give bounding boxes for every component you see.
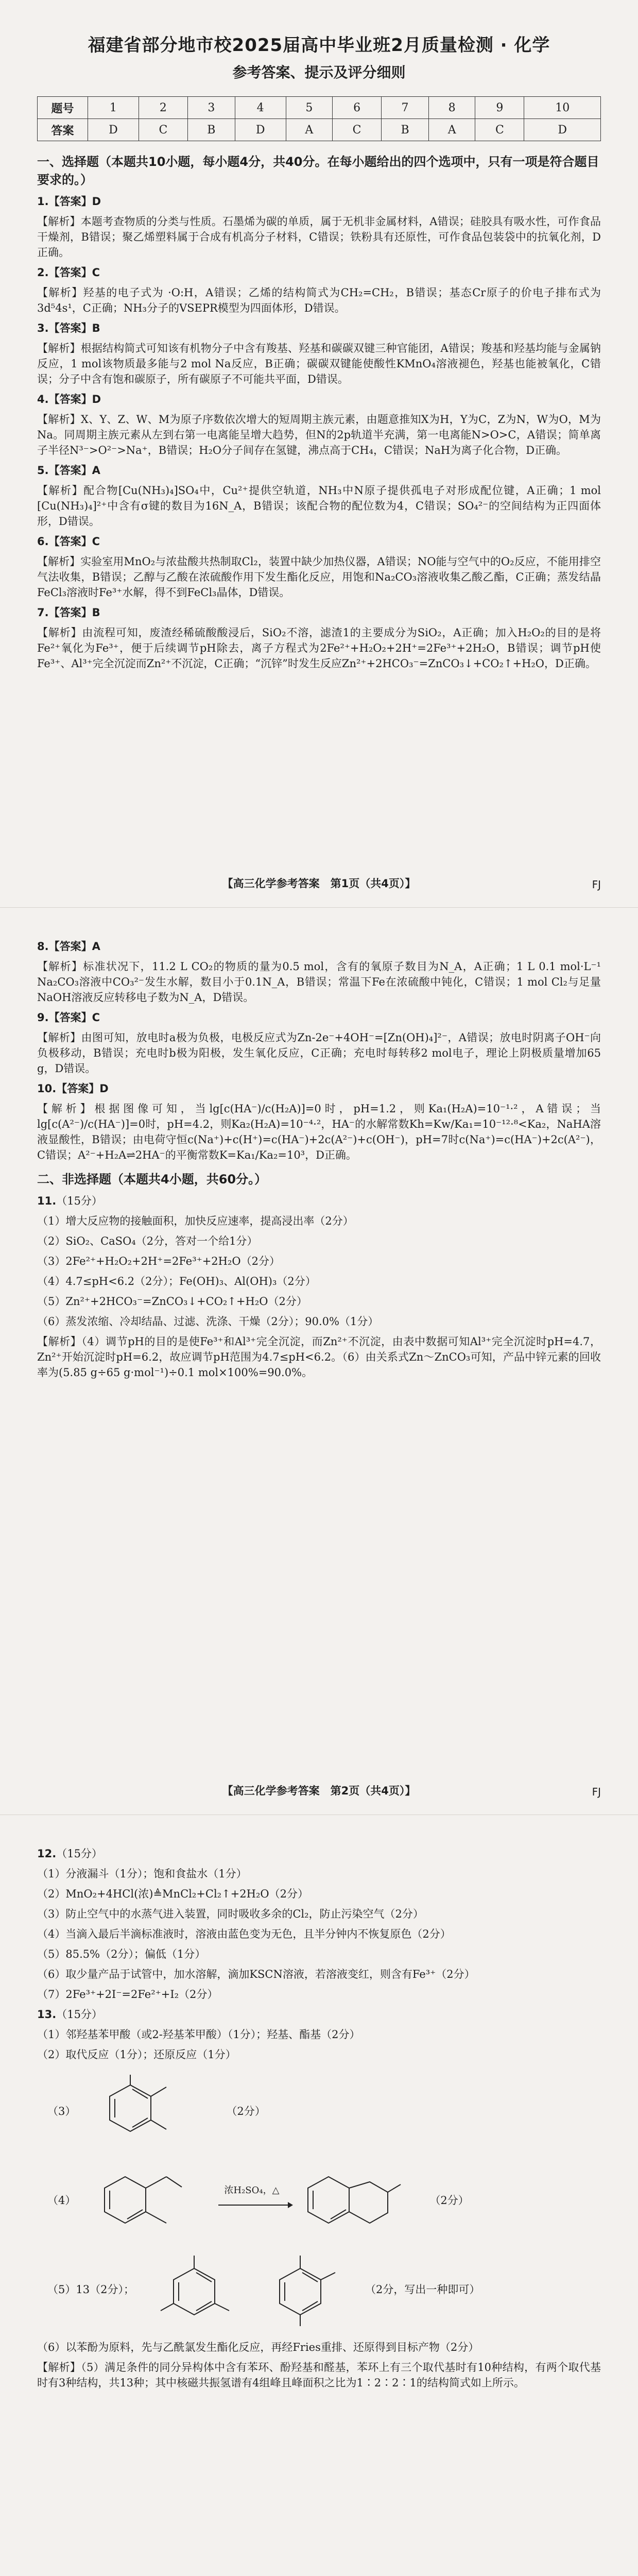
- page-2: [0, 907, 638, 1815]
- score-mark: （2分）: [226, 2105, 266, 2117]
- answer-part: （3）防止空气中的水蒸气进入装置，同时吸收多余的Cl₂，防止污染空气（2分）: [37, 1908, 424, 1920]
- answer-part: （4）当滴入最后半滴标准液时，溶液由蓝色变为无色，且半分钟内不恢复原色（2分）: [37, 1928, 451, 1940]
- answer-part: （1）邻羟基苯甲酸（或2-羟基苯甲酸）（1分）；羟基、酯基（2分）: [37, 2028, 360, 2041]
- table-cell: C: [333, 119, 382, 141]
- question-number: 2.: [37, 266, 49, 279]
- explanation: 【解析】根据图像可知，当lg[c(HA⁻)/c(H₂A)]=0时，pH=1.2，则Ka₁(H₂A)=10⁻¹·²，A错误；当lg[c(A²⁻)/c(HA⁻)]=0时，pH=4.2，则Ka₂(H₂A)=10⁻⁴·²，HA⁻的水解常数Kh=Kw/Ka₁=10⁻¹²·⁸<Ka₂，NaHA溶液显酸性，B错误；由电荷守恒c(Na⁺)+c(H⁺)=c(HA⁻)+2c(A²⁻)+c(OH⁻)，pH=7时c(Na⁺)=c(HA⁻)+2c(A²⁻)，C错误；A²⁻+H₂A⇌2HA⁻的平衡常数K=Ka₁/Ka₂=10³，D正确。: [37, 1103, 601, 1161]
- answer-part: （2）MnO₂+4HCl(浓)≜MnCl₂+Cl₂↑+2H₂O（2分）: [37, 1888, 308, 1900]
- document-title: 福建省部分地市校2025届高中毕业班2月质量检测 · 化学: [88, 35, 550, 56]
- page-1: [0, 0, 638, 907]
- explanation: 【解析】由图可知，放电时a极为负极，电极反应式为Zn-2e⁻+4OH⁻=[Zn(OH)₄]²⁻，A错误；放电时阴离子OH⁻向负极移动，B错误；充电时b极为阳极，发生氧化反应，C正确；充电时每转移2 mol电子，理论上阴极质量增加65 g，D错误。: [37, 1031, 601, 1075]
- question-score: （15分）: [56, 1848, 102, 1860]
- table-cell: B: [187, 119, 235, 141]
- question-number: 10.: [37, 1082, 57, 1095]
- question-8: [37, 939, 601, 954]
- answer-part: （1）分液漏斗（1分）；饱和食盐水（1分）: [37, 1868, 247, 1880]
- answer-label: 【答案】C: [48, 1011, 100, 1024]
- answer-label: 【答案】D: [48, 393, 101, 405]
- page-footer: 【高三化学参考答案 第2页（共4页）】: [222, 1785, 416, 1797]
- table-cell: D: [524, 119, 601, 141]
- section-1-heading: 一、选择题（本题共10小题，每小题4分，共40分。在每小题给出的四个选项中，只有一项是符合题目要求的。）: [37, 155, 599, 187]
- question-13: [37, 2007, 601, 2022]
- benzene-structure-icon: [94, 2070, 208, 2152]
- row-label-question: 题号: [38, 97, 88, 119]
- footer-code: FJ: [592, 1786, 601, 1798]
- isomer-structure-icon: [259, 2248, 347, 2330]
- reagent-label: 浓H₂SO₄，△: [224, 2185, 280, 2196]
- table-cell: 2: [139, 97, 187, 119]
- explanation: 【解析】（4）调节pH的目的是使Fe³⁺和Al³⁺完全沉淀，而Zn²⁺不沉淀，由表中数据可知Al³⁺完全沉淀时pH=4.7，Zn²⁺开始沉淀时pH=6.2，故应调节pH范围为4.7≤pH<6.2。（6）由关系式Zn～ZnCO₃可知，产品中锌元素的回收率为(5.85 g÷65 g·mol⁻¹)÷0.1 mol×100%=90.0%。: [37, 1335, 601, 1379]
- score-mark: （2分）: [429, 2194, 469, 2207]
- question-9: [37, 1010, 601, 1025]
- question-number: 8.: [37, 940, 49, 953]
- question-number: 3.: [37, 322, 49, 334]
- table-cell: D: [235, 119, 286, 141]
- answer-label: 【答案】C: [48, 266, 100, 279]
- answer-part: （6）以苯酚为原料，先与乙酰氯发生酯化反应，再经Fries重排、还原得到目标产物（2分）: [37, 2341, 479, 2353]
- section-2-heading: 二、非选择题（本题共4小题，共60分。）: [37, 1172, 267, 1187]
- answer-part: （2）取代反应（1分）；还原反应（1分）: [37, 2048, 236, 2061]
- answer-part: （4）4.7≤pH<6.2（2分）；Fe(OH)₃、Al(OH)₃（2分）: [37, 1275, 316, 1287]
- question-number: 6.: [37, 535, 49, 548]
- table-cell: 1: [88, 97, 139, 119]
- question-number: 9.: [37, 1011, 49, 1024]
- answer-label: 【答案】B: [48, 322, 100, 334]
- answer-label: 【答案】B: [48, 606, 100, 619]
- question-number: 1.: [37, 195, 49, 208]
- table-cell: D: [88, 119, 139, 141]
- question-11: [37, 1193, 601, 1209]
- table-cell: 9: [475, 97, 524, 119]
- answer-part-label: （3）: [47, 2105, 76, 2117]
- question-12: [37, 1846, 601, 1861]
- answer-part-label: （5）13（2分）；: [47, 2283, 134, 2296]
- question-2: [37, 265, 601, 280]
- explanation: 【解析】根据结构简式可知该有机物分子中含有羧基、羟基和碳碳双键三种官能团，A错误；羧基和羟基均能与金属钠反应，1 mol该物质最多能与2 mol Na反应，B正确；碳碳双键能使酸性KMnO₄溶液褪色，羟基也能被氧化，C错误；分子中含有饱和碳原子，所有碳原子不可能共平面，D错误。: [37, 342, 601, 385]
- answer-part: （7）2Fe³⁺+2I⁻=2Fe²⁺+I₂（2分）: [37, 1988, 218, 2001]
- table-cell: 5: [286, 97, 332, 119]
- answer-label: 【答案】C: [48, 535, 100, 548]
- answer-row: [38, 119, 601, 141]
- answer-label: 【答案】D: [48, 195, 101, 208]
- question-3: [37, 320, 601, 336]
- answer-part: （1）增大反应物的接触面积，加快反应速率，提高浸出率（2分）: [37, 1215, 354, 1227]
- question-score: （15分）: [56, 2008, 102, 2021]
- answer-part: （6）蒸发浓缩、冷却结晶、过滤、洗涤、干燥（2分）；90.0%（1分）: [37, 1315, 379, 1328]
- question-6: [37, 534, 601, 549]
- question-number: 4.: [37, 393, 49, 405]
- table-cell: C: [139, 119, 187, 141]
- answer-part: （3）2Fe²⁺+H₂O₂+2H⁺=2Fe³⁺+2H₂O（2分）: [37, 1255, 280, 1267]
- table-cell: A: [286, 119, 332, 141]
- explanation: 【解析】羟基的电子式为 ·O:H，A错误；乙烯的结构简式为CH₂=CH₂，B错误；基态Cr原子的价电子排布式为3d⁵4s¹，C正确；NH₃分子的VSEPR模型为四面体形，D错误。: [37, 286, 601, 314]
- score-mark: （2分，写出一种即可）: [365, 2283, 480, 2296]
- table-cell: 10: [524, 97, 601, 119]
- question-5: [37, 463, 601, 478]
- question-4: [37, 392, 601, 407]
- answer-part: （6）取少量产品于试管中，加水溶解，滴加KSCN溶液，若溶液变红，则含有Fe³⁺（2分）: [37, 1968, 475, 1980]
- answer-label: 【答案】A: [48, 940, 100, 953]
- table-cell: 6: [333, 97, 382, 119]
- table-cell: B: [382, 119, 429, 141]
- answer-label: 【答案】D: [56, 1082, 109, 1095]
- explanation: 【解析】（5）满足条件的同分异构体中含有苯环、酚羟基和醛基，苯环上有三个取代基时有10种结构，有两个取代基时有3种结构，共13种；其中核磁共振氢谱有4组峰且峰面积之比为1∶2∶2∶1的结构简式如上所示。: [37, 2361, 601, 2389]
- question-number: 7.: [37, 606, 49, 619]
- answer-part: （5）85.5%（2分）；偏低（1分）: [37, 1948, 206, 1960]
- answer-table: [37, 96, 601, 141]
- explanation: 【解析】本题考查物质的分类与性质。石墨烯为碳的单质，属于无机非金属材料，A错误；硅胶具有吸水性，可作食品干燥剂，B错误；聚乙烯塑料属于合成有机高分子材料，C错误；铁粉具有还原性，可作食品包装袋中的抗氧化剂，D正确。: [37, 215, 601, 259]
- document-subtitle: 参考答案、提示及评分细则: [232, 64, 406, 81]
- question-10: [37, 1081, 601, 1096]
- structure-row-4: [47, 2161, 601, 2239]
- answer-part-label: （4）: [47, 2194, 76, 2207]
- question-number: 13.: [37, 2008, 57, 2021]
- footer-code: FJ: [592, 878, 601, 891]
- question-score: （15分）: [56, 1195, 102, 1207]
- answer-part: （2）SiO₂、CaSO₄（2分，答对一个给1分）: [37, 1235, 258, 1247]
- page-3: [0, 1815, 638, 2576]
- table-cell: 8: [428, 97, 475, 119]
- table-cell: C: [475, 119, 524, 141]
- question-1: [37, 194, 601, 209]
- question-number: 5.: [37, 464, 49, 477]
- reactant-structure-icon: [94, 2161, 197, 2239]
- row-label-answer: 答案: [38, 119, 88, 141]
- structure-row-3: [47, 2070, 601, 2152]
- isomer-structure-icon: [153, 2248, 240, 2330]
- question-number-row: [38, 97, 601, 119]
- page-footer: 【高三化学参考答案 第1页（共4页）】: [222, 877, 416, 890]
- question-7: [37, 605, 601, 620]
- explanation: 【解析】由流程可知，废渣经稀硫酸酸浸后，SiO₂不溶，滤渣1的主要成分为SiO₂，A正确；加入H₂O₂的目的是将Fe²⁺氧化为Fe³⁺，便于后续调节pH除去，离子方程式为2Fe²⁺+H₂O₂+2H⁺=2Fe³⁺+2H₂O，B错误；调节pH使Fe³⁺、Al³⁺完全沉淀而Zn²⁺不沉淀，C正确；“沉锌”时发生反应Zn²⁺+2HCO₃⁻=ZnCO₃↓+CO₂↑+H₂O，D正确。: [37, 626, 601, 670]
- table-cell: 4: [235, 97, 286, 119]
- explanation: 【解析】X、Y、Z、W、M为原子序数依次增大的短周期主族元素，由题意推知X为H，Y为C，Z为N，W为O，M为Na。同周期主族元素从左到右第一电离能呈增大趋势，但N的2p轨道半充满，第一电离能N>O>C，A错误；简单离子半径N³⁻>O²⁻>Na⁺，B错误；H₂O分子间存在氢键，沸点高于CH₄，C错误；NaH为离子化合物，D正确。: [37, 413, 601, 456]
- answer-label: 【答案】A: [48, 464, 100, 477]
- question-number: 12.: [37, 1848, 57, 1860]
- product-structure-icon: [298, 2161, 411, 2239]
- explanation: 【解析】配合物[Cu(NH₃)₄]SO₄中，Cu²⁺提供空轨道，NH₃中N原子提供孤电子对形成配位键，A正确；1 mol [Cu(NH₃)₄]²⁺中含有σ键的数目为16N_A，B错误；该配合物的配位数为4，C错误；SO₄²⁻的空间结构为正四面体形，D错误。: [37, 484, 601, 528]
- table-cell: 7: [382, 97, 429, 119]
- explanation: 【解析】标准状况下，11.2 L CO₂的物质的量为0.5 mol，含有的氧原子数目为N_A，A正确；1 L 0.1 mol·L⁻¹ Na₂CO₃溶液中CO₃²⁻发生水解，数目小于0.1N_A，B错误；常温下Fe在浓硫酸中钝化，C错误；1 mol Cl₂与足量NaOH溶液反应转移电子数为N_A，D错误。: [37, 960, 601, 1004]
- structure-row-5: [47, 2248, 601, 2330]
- question-number: 11.: [37, 1195, 57, 1207]
- explanation: 【解析】实验室用MnO₂与浓盐酸共热制取Cl₂，装置中缺少加热仪器，A错误；NO能与空气中的O₂反应，不能用排空气法收集，B错误；乙醇与乙酸在浓硫酸作用下发生酯化反应，用饱和Na₂CO₃溶液收集乙酸乙酯，C正确；蒸发结晶FeCl₃溶液时Fe³⁺水解，得不到FeCl₃晶体，D错误。: [37, 555, 601, 599]
- table-cell: 3: [187, 97, 235, 119]
- answer-part: （5）Zn²⁺+2HCO₃⁻=ZnCO₃↓+CO₂↑+H₂O（2分）: [37, 1295, 307, 1308]
- table-cell: A: [428, 119, 475, 141]
